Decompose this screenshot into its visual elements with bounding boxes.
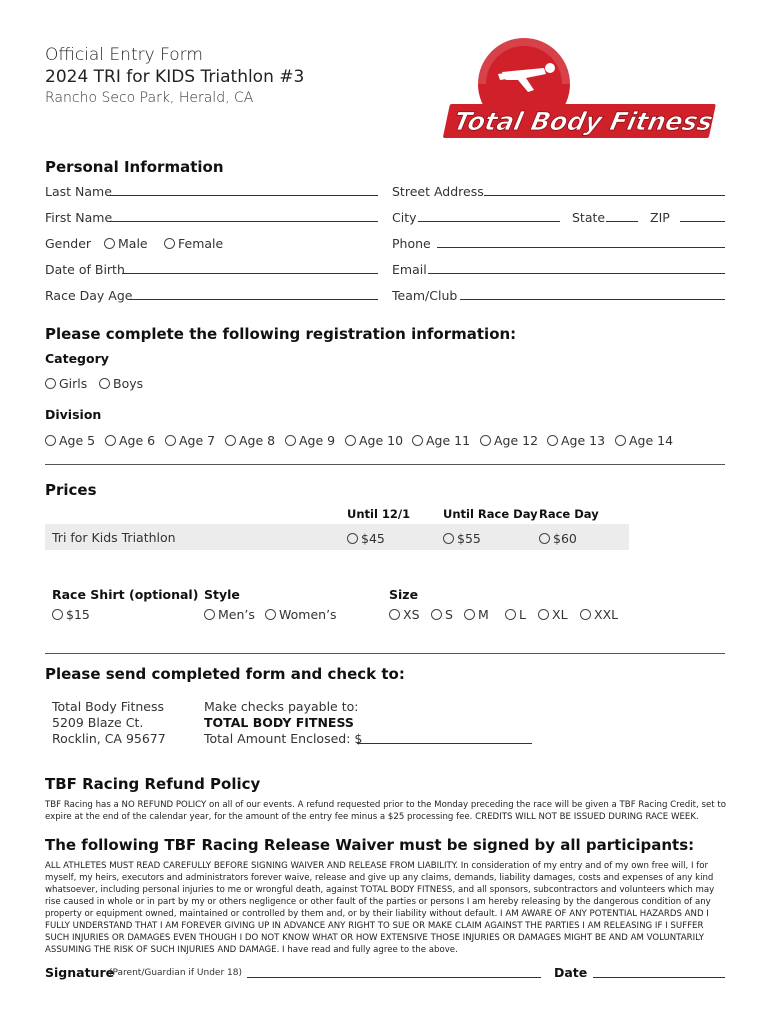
radio-icon[interactable] xyxy=(45,378,56,389)
radio-icon[interactable] xyxy=(104,238,115,249)
style-womens-option[interactable]: Women’s xyxy=(265,607,337,622)
category-girls-option[interactable]: Girls xyxy=(45,376,87,391)
division-age13-option[interactable]: Age 13 xyxy=(547,433,605,448)
email-field[interactable] xyxy=(428,273,725,274)
radio-icon[interactable] xyxy=(204,609,215,620)
last-name-field[interactable] xyxy=(110,195,378,196)
radio-icon[interactable] xyxy=(431,609,442,620)
radio-icon[interactable] xyxy=(538,609,549,620)
division-age7-option[interactable]: Age 7 xyxy=(165,433,215,448)
first-name-field[interactable] xyxy=(110,221,378,222)
radio-icon[interactable] xyxy=(285,435,296,446)
radio-icon[interactable] xyxy=(99,378,110,389)
street-label: Street Address xyxy=(392,184,484,199)
division-age6-option[interactable]: Age 6 xyxy=(105,433,155,448)
gender-label: Gender xyxy=(45,236,92,251)
price-col-until-12-1: Until 12/1 xyxy=(347,507,411,521)
price-option-55[interactable]: $55 xyxy=(443,531,481,546)
radio-icon[interactable] xyxy=(464,609,475,620)
size-xl-option[interactable]: XL xyxy=(538,607,568,622)
email-label: Email xyxy=(392,262,427,277)
radio-icon[interactable] xyxy=(105,435,116,446)
form-title: Official Entry Form xyxy=(45,45,203,65)
divider xyxy=(45,653,725,654)
waiver-heading: The following TBF Racing Release Waiver must be signed by all participants: xyxy=(45,836,695,854)
event-title: 2024 TRI for KIDS Triathlon #3 xyxy=(45,67,305,87)
last-name-label: Last Name xyxy=(45,184,112,199)
style-label: Style xyxy=(204,587,240,602)
refund-heading: TBF Racing Refund Policy xyxy=(45,775,261,793)
division-age12-option[interactable]: Age 12 xyxy=(480,433,538,448)
address-line-2: 5209 Blaze Ct. xyxy=(52,715,144,730)
race-age-field[interactable] xyxy=(128,299,378,300)
radio-icon[interactable] xyxy=(52,609,63,620)
size-xxl-option[interactable]: XXL xyxy=(580,607,618,622)
amount-field[interactable] xyxy=(357,743,532,744)
gender-male-option[interactable]: Male xyxy=(104,236,148,251)
signature-label: Signature xyxy=(45,965,115,980)
logo-text: Total Body Fitness xyxy=(451,107,716,136)
category-boys-option[interactable]: Boys xyxy=(99,376,143,391)
style-mens-option[interactable]: Men’s xyxy=(204,607,255,622)
prices-heading: Prices xyxy=(45,481,97,499)
zip-field[interactable] xyxy=(680,221,725,222)
shirt-option-15[interactable]: $15 xyxy=(52,607,90,622)
payee-name: TOTAL BODY FITNESS xyxy=(204,715,354,730)
race-shirt-label: Race Shirt (optional) xyxy=(52,587,199,602)
phone-field[interactable] xyxy=(437,247,725,248)
total-body-fitness-logo xyxy=(442,38,727,143)
division-label: Division xyxy=(45,407,102,422)
size-xs-option[interactable]: XS xyxy=(389,607,420,622)
city-label: City xyxy=(392,210,417,225)
address-line-3: Rocklin, CA 95677 xyxy=(52,731,166,746)
event-location: Rancho Seco Park, Herald, CA xyxy=(45,90,254,106)
radio-icon[interactable] xyxy=(412,435,423,446)
zip-label: ZIP xyxy=(650,210,670,225)
payable-label: Make checks payable to: xyxy=(204,699,359,714)
size-m-option[interactable]: M xyxy=(464,607,489,622)
personal-info-heading: Personal Information xyxy=(45,158,224,176)
radio-icon[interactable] xyxy=(225,435,236,446)
radio-icon[interactable] xyxy=(265,609,276,620)
race-age-label: Race Day Age xyxy=(45,288,133,303)
date-field[interactable] xyxy=(593,977,725,978)
radio-icon[interactable] xyxy=(164,238,175,249)
size-label: Size xyxy=(389,587,419,602)
size-l-option[interactable]: L xyxy=(505,607,526,622)
radio-icon[interactable] xyxy=(505,609,516,620)
phone-label: Phone xyxy=(392,236,431,251)
gender-female-option[interactable]: Female xyxy=(164,236,223,251)
dob-field[interactable] xyxy=(122,273,378,274)
team-label: Team/Club xyxy=(392,288,458,303)
date-label: Date xyxy=(554,965,588,980)
size-s-option[interactable]: S xyxy=(431,607,453,622)
radio-icon[interactable] xyxy=(443,533,454,544)
radio-icon[interactable] xyxy=(45,435,56,446)
waiver-text: ALL ATHLETES MUST READ CAREFULLY BEFORE SIGNING WAIVER AND RELEASE FROM LIABILITY. In consideration of my entry and of my own free will, I for myself, my heirs, executors and administrators forever waive, release and give up any claims, demands, liability damages, costs and expenses of any kind whatsoever, including personal injuries to me or wrongful death, against TOTAL BODY FITNESS, and all sponsors, subcontractors and volunteers which may rise caused in whole or in part by my or others negligence or other fault of the parties or persons I am hereby releasing by the dangerous condition of any property or equipment owned, maintained or controlled by them and, or by their liability without default. I AM AWARE OF ANY POTENTIAL HAZARDS AND I FULLY UNDERSTAND THAT I AM FOREVER GIVING UP IN ADVANCE ANY RIGHT TO SUE OR MAKE CLAIM AGAINST THE PARTIES I AM RELEASING IF I SUFFER SUCH INJURIES OR DAMAGES EVEN THOUGH I DO NOT KNOW WHAT OR HOW EXTENSIVE THOSE INJURIES OR DAMAGES MIGHT BE AND AM VOLUNTARILY ASSUMING THE RISK OF SUCH INJURIES AND DAMAGE. I have read and fully agree to the above. xyxy=(45,861,715,955)
signature-field[interactable] xyxy=(247,977,541,978)
radio-icon[interactable] xyxy=(165,435,176,446)
team-field[interactable] xyxy=(460,299,725,300)
division-age5-option[interactable]: Age 5 xyxy=(45,433,95,448)
division-age10-option[interactable]: Age 10 xyxy=(345,433,403,448)
state-label: State xyxy=(572,210,606,225)
radio-icon[interactable] xyxy=(389,609,400,620)
refund-text: TBF Racing has a NO REFUND POLICY on all of our events. A refund requested prior to the Monday preceding the race will be given a TBF Racing Credit, set to expire at the end of the calendar year, for the amount of the entry fee minus a $25 processing fee. CREDITS WILL NOT BE ISSUED DURING RACE WEEK. xyxy=(45,800,726,822)
category-label: Category xyxy=(45,351,109,366)
first-name-label: First Name xyxy=(45,210,113,225)
division-age8-option[interactable]: Age 8 xyxy=(225,433,275,448)
send-heading: Please send completed form and check to: xyxy=(45,665,405,683)
price-option-60[interactable]: $60 xyxy=(539,531,577,546)
street-field[interactable] xyxy=(484,195,725,196)
price-col-race-day: Race Day xyxy=(539,507,599,521)
state-field[interactable] xyxy=(606,221,638,222)
radio-icon[interactable] xyxy=(615,435,626,446)
price-col-until-race-day: Until Race Day xyxy=(443,507,538,521)
registration-heading: Please complete the following registration information: xyxy=(45,325,517,343)
radio-icon[interactable] xyxy=(580,609,591,620)
radio-icon[interactable] xyxy=(480,435,491,446)
radio-icon[interactable] xyxy=(345,435,356,446)
radio-icon[interactable] xyxy=(539,533,550,544)
division-age14-option[interactable]: Age 14 xyxy=(615,433,673,448)
radio-icon[interactable] xyxy=(347,533,358,544)
division-age11-option[interactable]: Age 11 xyxy=(412,433,470,448)
city-field[interactable] xyxy=(418,221,560,222)
divider xyxy=(45,464,725,465)
signature-note: (Parent/Guardian if Under 18) xyxy=(109,968,242,978)
dob-label: Date of Birth xyxy=(45,262,125,277)
amount-label: Total Amount Enclosed: $ xyxy=(204,731,363,746)
radio-icon[interactable] xyxy=(547,435,558,446)
price-option-45[interactable]: $45 xyxy=(347,531,385,546)
division-age9-option[interactable]: Age 9 xyxy=(285,433,335,448)
address-line-1: Total Body Fitness xyxy=(52,699,164,714)
event-name: Tri for Kids Triathlon xyxy=(52,530,176,545)
